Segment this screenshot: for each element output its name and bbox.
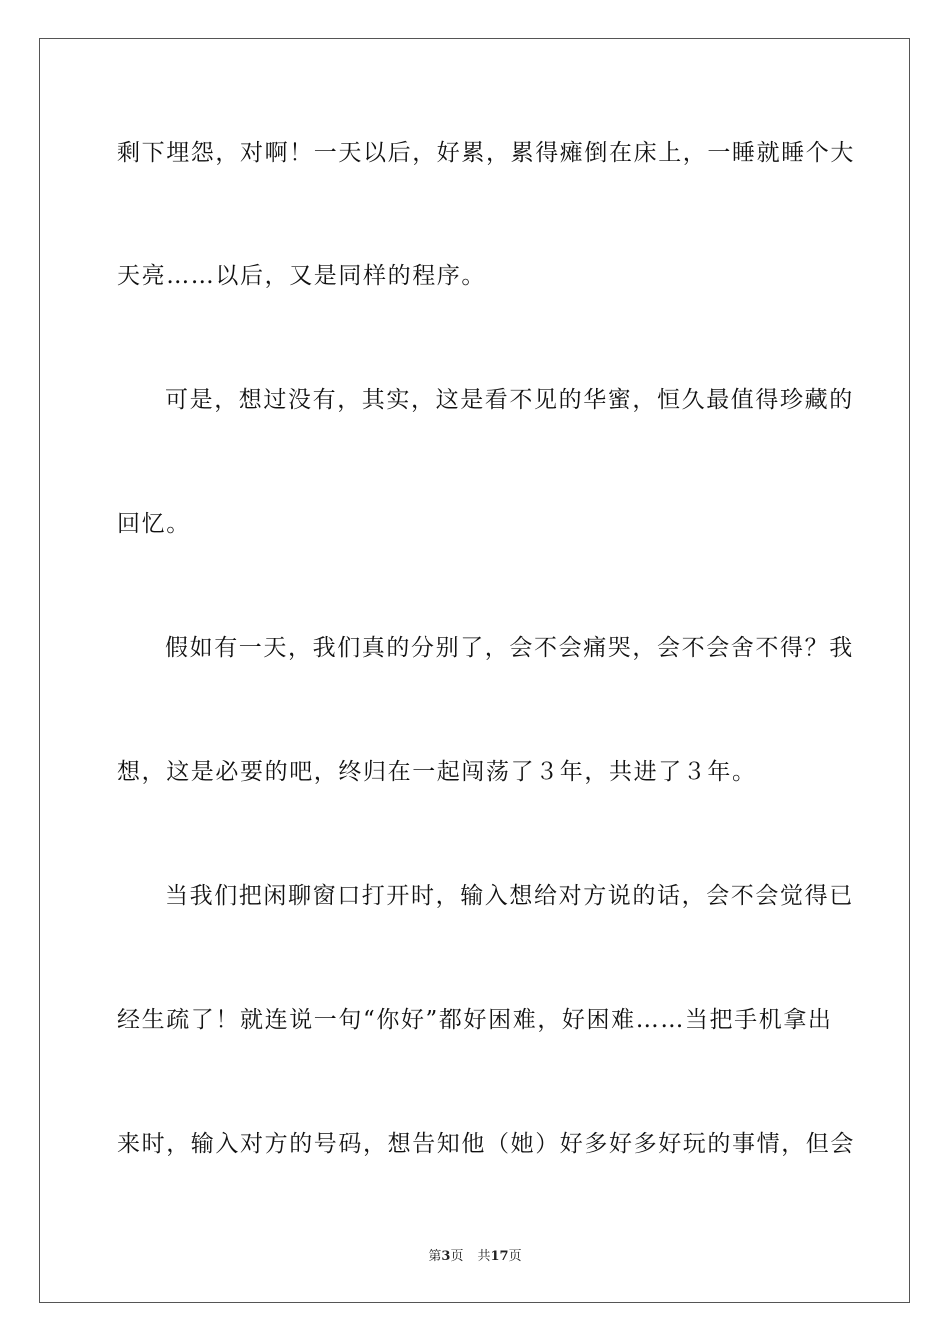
paragraph-first-line: 当我们把闲聊窗口打开时，输入想给对方说的话，会不会觉得已	[165, 883, 854, 909]
body-text-line: 剩下埋怨，对啊！一天以后，好累，累得瘫倒在床上，一睡就睡个大	[117, 140, 855, 166]
page-prefix: 第	[428, 1249, 442, 1264]
page-footer	[0, 1248, 950, 1266]
total-pages: 17	[490, 1249, 509, 1264]
page-number: 3	[441, 1249, 451, 1264]
page-suffix: 页	[450, 1249, 464, 1264]
total-suffix: 页	[508, 1249, 522, 1264]
body-text-line: 回忆。	[117, 511, 191, 537]
body-text-line: 来时，输入对方的号码，想告知他（她）好多好多好玩的事情，但会	[117, 1131, 855, 1157]
body-text-line: 想，这是必要的吧，终归在一起闯荡了３年，共进了３年。	[117, 759, 757, 785]
page-border	[39, 38, 910, 1303]
paragraph-first-line: 可是，想过没有，其实，这是看不见的华蜜，恒久最值得珍藏的	[165, 387, 854, 413]
body-text-line: 经生疏了！就连说一句“你好”都好困难，好困难……当把手机拿出	[117, 1007, 833, 1033]
paragraph-first-line: 假如有一天，我们真的分别了，会不会痛哭，会不会舍不得？我	[165, 635, 854, 661]
total-prefix: 共	[477, 1249, 491, 1264]
body-text-line: 天亮……以后，又是同样的程序。	[117, 263, 486, 289]
